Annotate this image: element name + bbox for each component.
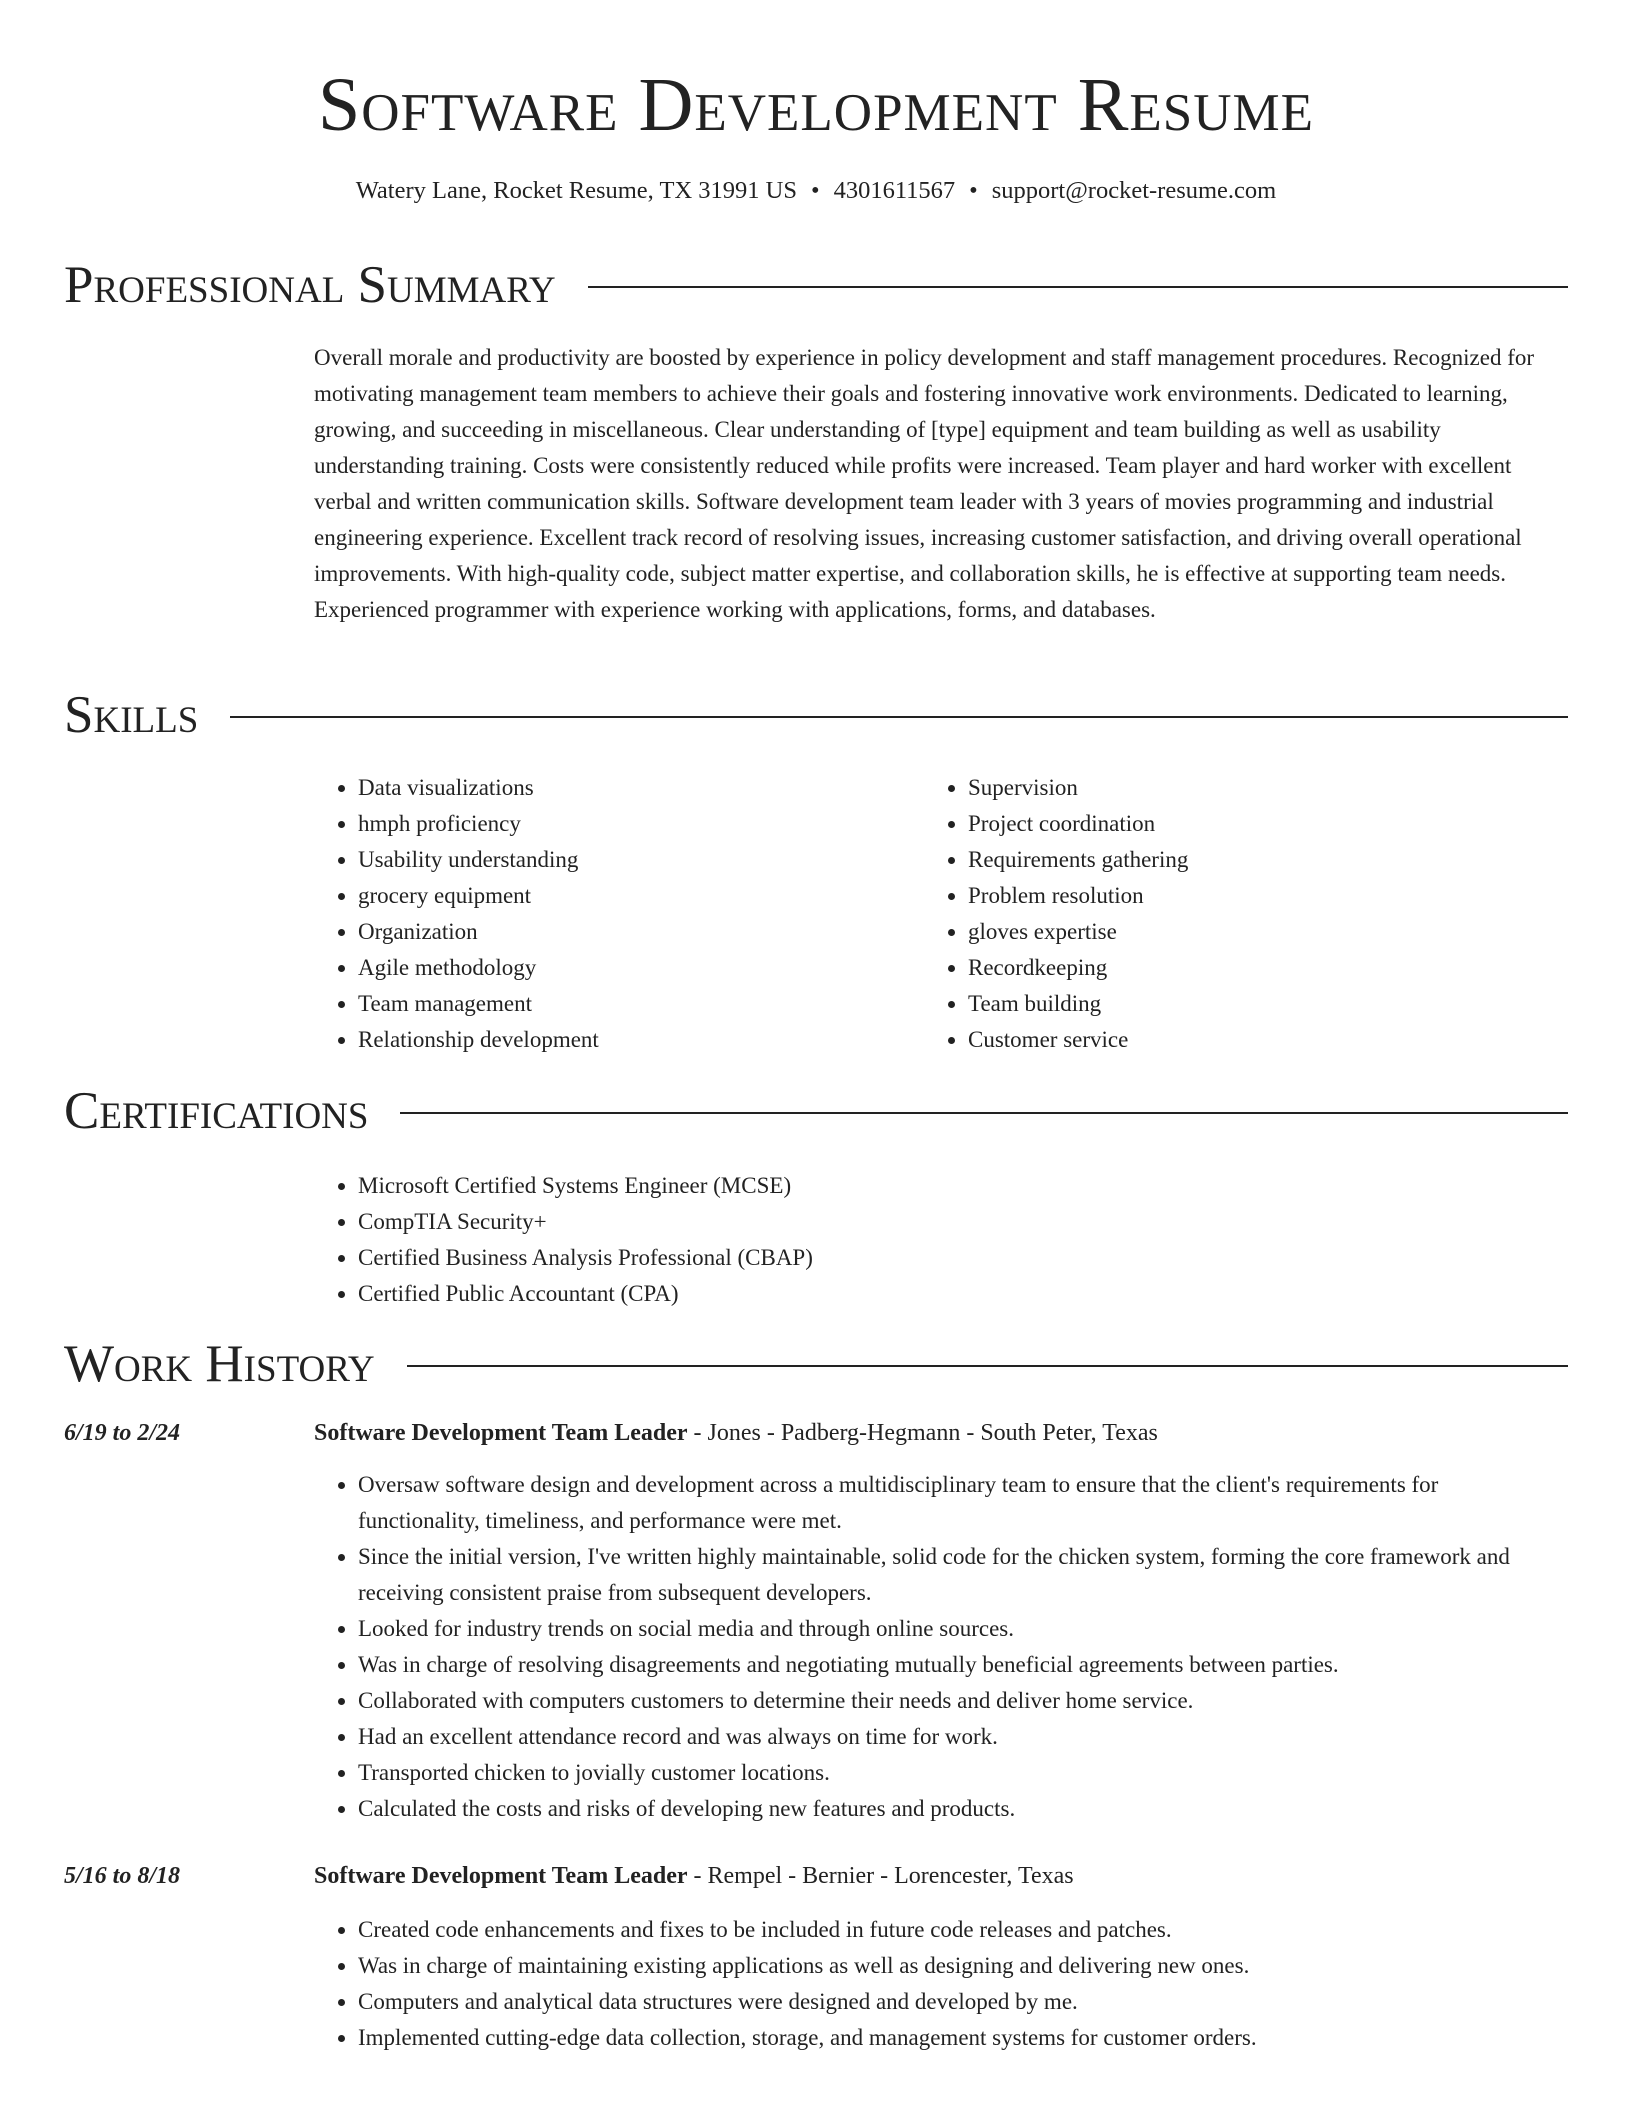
- job-details: - Rempel - Bernier - Lorencester, Texas: [687, 1863, 1074, 1889]
- skill-item: • Relationship development: [358, 1022, 874, 1058]
- contact-address: Watery Lane, Rocket Resume, TX 31991 US: [355, 177, 797, 204]
- summary-text: Overall morale and productivity are boosted by experience in policy development and staff management procedures. Recognized for motivating management team members to achieve their goals and fostering innovative work environments. Dedicated to learning, growing, and succeeding in miscellaneous. Clear understanding of [type] equipment and team building as well as usability understanding training. Costs were consistently reduced while profits were increased. Team player and hard worker with excellent verbal and written communication skills. Software development team leader with 3 years of movies programming and industrial engineering experience. Excellent track record of resolving issues, increasing customer satisfaction, and driving overall operational improvements. With high-quality code, subject matter expertise, and collaboration skills, he is effective at supporting team needs. Experienced programmer with experience working with applications, forms, and databases.: [314, 345, 1535, 622]
- skills-list-left: [314, 770, 874, 1058]
- skill-item: • Project coordination: [968, 806, 1484, 842]
- certification-item: • CompTIA Security+: [358, 1204, 1564, 1240]
- job-bullet: • Computers and analytical data structures were designed and developed by me.: [358, 1984, 1564, 2020]
- certification-item: • Certified Public Accountant (CPA): [358, 1276, 1564, 1312]
- job-bullet: • Was in charge of resolving disagreements and negotiating mutually beneficial agreements between parties.: [358, 1647, 1564, 1683]
- skills-column-right: [924, 770, 1484, 1058]
- section-header-summary: [64, 255, 1568, 315]
- skill-item: • Team building: [968, 986, 1484, 1022]
- certifications-list: [314, 1168, 1564, 1312]
- contact-phone: 4301611567: [833, 177, 956, 204]
- job-bullet: • Collaborated with computers customers to determine their needs and deliver home service.: [358, 1683, 1564, 1719]
- skill-item: • Data visualizations: [358, 770, 874, 806]
- job-bullet-list: [314, 1912, 1564, 2056]
- job-title: Software Development Team Leader: [314, 1863, 688, 1889]
- skill-item: • Customer service: [968, 1022, 1484, 1058]
- job-bullet: • Calculated the costs and risks of developing new features and products.: [358, 1791, 1564, 1827]
- section-divider: [400, 1112, 1568, 1114]
- section-header-skills: [64, 685, 1568, 745]
- job-bullet: • Looked for industry trends on social media and through online sources.: [358, 1611, 1564, 1647]
- job-bullet: • Implemented cutting-edge data collection, storage, and management systems for customer orders.: [358, 2020, 1564, 2056]
- skill-item: • Usability understanding: [358, 842, 874, 878]
- section-title-summary: Professional Summary: [64, 256, 556, 314]
- section-title-certifications: Certifications: [64, 1082, 369, 1140]
- job-bullet: • Since the initial version, I've written highly maintainable, solid code for the chicken system, forming the core framework and receiving consistent praise from subsequent developers.: [358, 1539, 1564, 1611]
- job-bullet: • Was in charge of maintaining existing applications as well as designing and delivering new ones.: [358, 1948, 1564, 1984]
- certification-item: • Certified Business Analysis Professional (CBAP): [358, 1240, 1564, 1276]
- skill-item: • Agile methodology: [358, 950, 874, 986]
- skill-item: • Organization: [358, 914, 874, 950]
- certification-item: • Microsoft Certified Systems Engineer (MCSE): [358, 1168, 1564, 1204]
- skill-item: • Supervision: [968, 770, 1484, 806]
- job-dates: 5/16 to 8/18: [64, 1863, 181, 1889]
- job-responsibilities: [314, 1467, 1564, 1827]
- skill-item: • Team management: [358, 986, 874, 1022]
- job-bullet: • Had an excellent attendance record and was always on time for work.: [358, 1719, 1564, 1755]
- job-bullet: • Created code enhancements and fixes to be included in future code releases and patches.: [358, 1912, 1564, 1948]
- section-divider: [230, 716, 1568, 718]
- skill-item: • hmph proficiency: [358, 806, 874, 842]
- job-header: [314, 1858, 1564, 1894]
- section-divider: [407, 1365, 1568, 1367]
- job-responsibilities: [314, 1912, 1564, 2056]
- job-dates: 6/19 to 2/24: [64, 1420, 181, 1446]
- skill-item: • Recordkeeping: [968, 950, 1484, 986]
- contact-email: support@rocket-resume.com: [991, 177, 1277, 204]
- contact-line: [0, 175, 1632, 207]
- section-header-certifications: [64, 1081, 1568, 1141]
- resume-title: Software Development Resume: [317, 63, 1315, 147]
- job-title: Software Development Team Leader: [314, 1420, 688, 1446]
- skill-item: • grocery equipment: [358, 878, 874, 914]
- certifications-block: [314, 1168, 1564, 1312]
- contact-separator: •: [810, 177, 820, 204]
- job-details: - Jones - Padberg-Hegmann - South Peter, Texas: [687, 1420, 1158, 1446]
- section-divider: [588, 286, 1568, 288]
- skills-column-left: [314, 770, 874, 1058]
- skill-item: • gloves expertise: [968, 914, 1484, 950]
- skills-list-right: [924, 770, 1484, 1058]
- section-title-work-history: Work History: [64, 1335, 375, 1393]
- contact-separator: •: [969, 177, 978, 204]
- skill-item: • Requirements gathering: [968, 842, 1484, 878]
- section-header-work-history: [64, 1334, 1568, 1394]
- job-header: [314, 1415, 1564, 1451]
- section-title-skills: Skills: [64, 686, 199, 744]
- skill-item: • Problem resolution: [968, 878, 1484, 914]
- job-bullet: • Oversaw software design and development across a multidisciplinary team to ensure that the client's requirements for functionality, timeliness, and performance were met.: [358, 1467, 1564, 1539]
- job-bullet-list: [314, 1467, 1564, 1827]
- job-bullet: • Transported chicken to jovially customer locations.: [358, 1755, 1564, 1791]
